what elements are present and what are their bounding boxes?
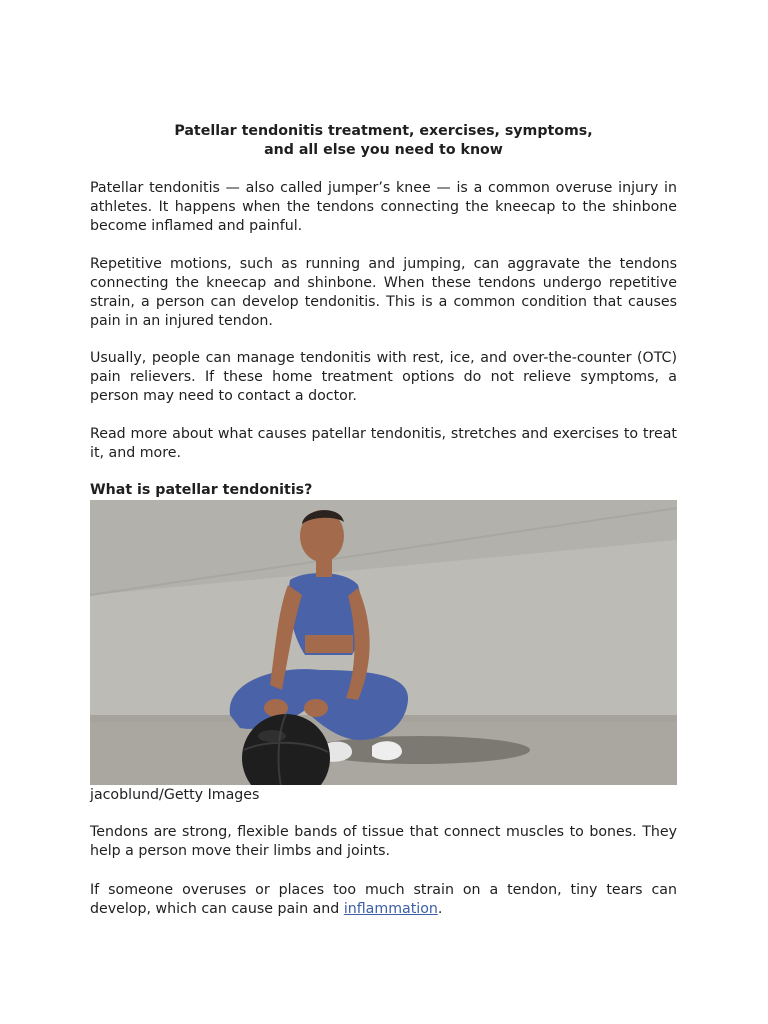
intro-paragraph: Patellar tendonitis — also called jumper’s knee — is a common overuse injury in athletes. It happens when the tendons connecting the kneecap to the shinbone become inflamed and painful. [90,180,677,234]
overuse-paragraph-end: . [437,901,443,917]
photo-caption: jacoblund/Getty Images [90,787,260,803]
causes-paragraph: Repetitive motions, such as running and jumping, can aggravate the tendons connecting the kneecap and shinbone. When these tendons undergo repetitive strain, a person can develop tendonitis. This is a common condition that causes pain in an injured tendon. [90,256,677,329]
article-title-line-1: Patellar tendonitis treatment, exercises, symptoms, [174,123,593,139]
photo-illustration [90,500,677,785]
inflammation-link[interactable]: inflammation [343,901,438,917]
article-photo [90,500,677,785]
treatment-paragraph: Usually, people can manage tendonitis with rest, ice, and over-the-counter (OTC) pain relievers. If these home treatment options do not relieve symptoms, a person may need to contact a doctor. [90,350,677,404]
section-heading: What is patellar tendonitis? [90,482,313,498]
article-title-line-2: and all else you need to know [264,142,503,158]
overuse-paragraph-text: If someone overuses or places too much strain on a tendon, tiny tears can develop, which can cause pain and [90,882,677,917]
tendons-paragraph: Tendons are strong, flexible bands of tissue that connect muscles to bones. They help a person move their limbs and joints. [90,824,677,859]
article-title [90,122,677,160]
overuse-paragraph [90,881,677,919]
read-more-paragraph: Read more about what causes patellar tendonitis, stretches and exercises to treat it, and more. [90,426,677,461]
